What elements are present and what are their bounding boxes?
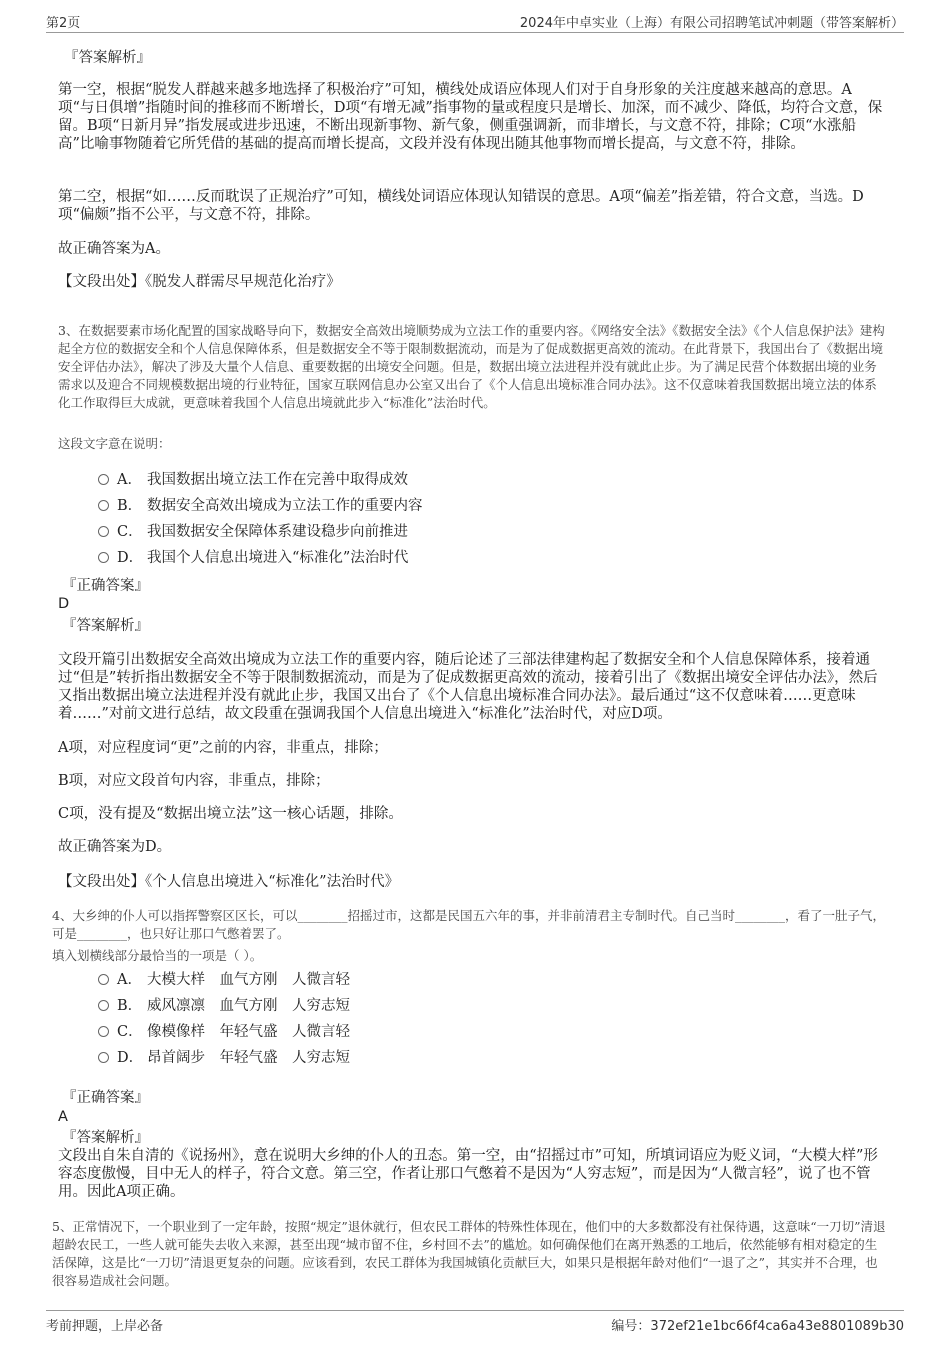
correct-answer: D — [58, 596, 70, 612]
analysis-label: 『答案解析』 — [62, 1130, 149, 1146]
analysis-paragraph: 文段出自朱自清的《说扬州》，意在说明大乡绅的仆人的丑态。第一空，由“招摇过市”可知，所填词语应为贬义词，“大模大样”形容态度傲慢，目中无人的样子，符合文意。第三空，作者让那口气憋着不是因为“人穷志短”，而是因为“人微言轻”，说了也不管用。因此A项正确。 — [58, 1148, 878, 1200]
radio-icon[interactable] — [98, 526, 109, 537]
option-list — [58, 967, 888, 1071]
option-c[interactable]: C． 像模像样 年轻气盛 人微言轻 — [98, 1019, 888, 1045]
radio-icon[interactable] — [98, 500, 109, 511]
page-footer — [46, 1310, 904, 1333]
question-stem: 3、在数据要素市场化配置的国家战略导向下，数据安全高效出境顺势成为立法工作的重要内容。《网络安全法》《数据安全法》《个人信息保护法》建构起全方位的数据安全和个人信息保障体系，但是数据安全不等于限制数据流动，而是为了促成数据更高效的流动。在此背景下，我国出台了《数据出境安全评估办法》，解决了涉及大量个人信息、重要数据的出境安全问题。但是，数据出境立法进程并没有就此止步。为了满足民营个体数据出境的业务需求以及迎合不同规模数据出境的行业特征，国家互联网信息办公室又出台了《个人信息出境标准合同办法》。这不仅意味着我国数据出境立法的体系化工作取得巨大成就，更意味着我国个人信息出境就此步入“标准化”法治时代。 — [58, 323, 885, 410]
source-citation: 【文段出处】《脱发人群需尽早规范化治疗》 — [58, 274, 341, 290]
question-stem: 5、正常情况下，一个职业到了一定年龄，按照“规定”退休就行，但农民工群体的特殊性体现在，他们中的大多数都没有社保待遇，这意味“一刀切”清退超龄农民工，一些人就可能失去收入来源，甚至出现“城市留不住，乡村回不去”的尴尬。如何确保他们在离开熟悉的工地后，依然能够有相对稳定的生活保障，这是比“一刀切”清退更复杂的问题。应该看到，农民工群体为我国城镇化贡献巨大，如果只是根据年龄对他们“一退了之”，其实并不合理，也很容易造成社会问题。 — [52, 1219, 886, 1288]
radio-icon[interactable] — [98, 1052, 109, 1063]
document-id: 编号：372ef21e1bc66f4ca6a43e8801089b30 — [611, 1319, 904, 1334]
option-d[interactable]: D． 我国个人信息出境进入“标准化”法治时代 — [98, 545, 888, 571]
option-b[interactable]: B． 数据安全高效出境成为立法工作的重要内容 — [98, 493, 888, 519]
question-prompt: 这段文字意在说明： — [58, 436, 171, 451]
question-prompt: 填入划横线部分最恰当的一项是（ ）。 — [52, 948, 263, 963]
page-header — [46, 10, 904, 33]
radio-icon[interactable] — [98, 974, 109, 985]
analysis-note: B项，对应文段首句内容，非重点，排除； — [58, 773, 330, 789]
document-title: 2024年中卓实业（上海）有限公司招聘笔试冲刺题（带答案解析） — [519, 16, 904, 31]
analysis-label: 『答案解析』 — [62, 618, 149, 634]
analysis-paragraph: 文段开篇引出数据安全高效出境成为立法工作的重要内容，随后论述了三部法律建构起了数据安全和个人信息保障体系，接着通过“但是”转折指出数据安全不等于限制数据流动，而是为了促成数据更高效的流动，接着引出了《数据出境安全评估办法》，然后又指出数据出境立法进程并没有就此止步，我国又出台了《个人信息出境标准合同办法》。最后通过“这不仅意味着……更意味着……”对前文进行总结，故文段重在强调我国个人信息出境进入“标准化”法治时代，对应D项。 — [58, 652, 878, 722]
analysis-conclusion: 故正确答案为D。 — [58, 839, 172, 855]
analysis-note: A项，对应程度词“更”之前的内容，非重点，排除； — [58, 740, 388, 756]
analysis-label: 『答案解析』 — [64, 50, 151, 66]
page-number: 第2页 — [46, 16, 81, 31]
correct-answer: A — [58, 1109, 68, 1125]
analysis-paragraph: 第二空，根据“如……反而耽误了正规治疗”可知，横线处词语应体现认知错误的意思。A项“偏差”指差错，符合文意，当选。D项“偏颇”指不公平，与文意不符，排除。 — [58, 189, 864, 223]
answer-label: 『正确答案』 — [62, 1090, 149, 1106]
radio-icon[interactable] — [98, 1000, 109, 1011]
option-a[interactable]: A． 我国数据出境立法工作在完善中取得成效 — [98, 467, 888, 493]
option-d[interactable]: D． 昂首阔步 年轻气盛 人穷志短 — [98, 1045, 888, 1071]
analysis-note: C项，没有提及“数据出境立法”这一核心话题，排除。 — [58, 806, 403, 822]
option-a[interactable]: A． 大模大样 血气方刚 人微言轻 — [98, 967, 888, 993]
source-citation: 【文段出处】《个人信息出境进入“标准化”法治时代》 — [58, 874, 400, 890]
answer-label: 『正确答案』 — [62, 578, 149, 594]
analysis-conclusion: 故正确答案为A。 — [58, 241, 170, 257]
analysis-paragraph: 第一空，根据“脱发人群越来越多地选择了积极治疗”可知，横线处成语应体现人们对于自身形象的关注度越来越高的意思。A项“与日俱增”指随时间的推移而不断增长，D项“有增无减”指事物的量或程度只是增长、加深，而不减少、降低，均符合文意，保留。B项“日新月异”指发展或进步迅速，不断出现新事物、新气象，侧重强调新，而非增长，与文意不符，排除；C项“水涨船高”比喻事物随着它所凭借的基础的提高而增长提高，文段并没有体现出随其他事物而增长提高，与文意不符，排除。 — [58, 82, 883, 152]
radio-icon[interactable] — [98, 474, 109, 485]
option-c[interactable]: C． 我国数据安全保障体系建设稳步向前推进 — [98, 519, 888, 545]
question-stem: 4、大乡绅的仆人可以指挥警察区区长，可以________招摇过市，这都是民国五六年的事，并非前清君主专制时代。自己当时________，看了一肚子气，可是________，也只好让那口气憋着罢了。 — [52, 908, 885, 941]
footer-slogan: 考前押题，上岸必备 — [46, 1319, 164, 1334]
option-b[interactable]: B． 威风凛凛 血气方刚 人穷志短 — [98, 993, 888, 1019]
radio-icon[interactable] — [98, 1026, 109, 1037]
option-list — [58, 467, 888, 571]
radio-icon[interactable] — [98, 552, 109, 563]
